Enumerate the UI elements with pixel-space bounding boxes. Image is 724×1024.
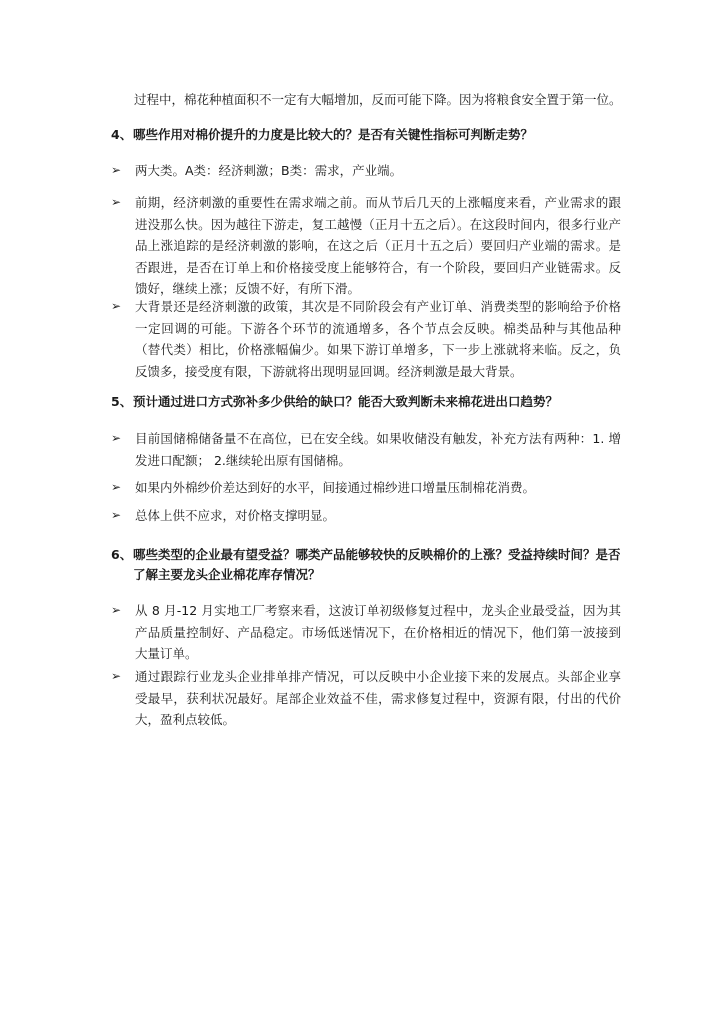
question-number: 6、 (111, 547, 133, 562)
arrow-bullet-icon: ➢ (111, 195, 122, 209)
arrow-bullet-icon: ➢ (111, 669, 122, 683)
arrow-bullet-icon: ➢ (111, 299, 122, 313)
question-heading-6 (111, 545, 621, 585)
bullet-text: 通过跟踪行业龙头企业排单排产情况，可以反映中小企业接下来的发展点。头部企业享受最早，获利状况最好。尾部企业效益不佳，需求修复过程中，资源有限，付出的代价大，盈利点较低。 (135, 669, 621, 727)
arrow-bullet-icon: ➢ (111, 480, 122, 494)
question-heading-4 (111, 125, 621, 145)
question-heading-5 (111, 392, 621, 412)
bullet-item (111, 505, 621, 527)
question-text: 哪些作用对棉价提升的力度是比较大的？是否有关键性指标可判断走势？ (133, 127, 534, 142)
bullet-text: 目前国储棉储备量不在高位，已在安全线。如果收储没有触发，补充方法有两种：1. 增发进口配额； 2.继续轮出原有国储棉。 (135, 431, 621, 468)
question-number: 4、 (111, 127, 133, 142)
bullet-item (111, 477, 621, 499)
bullet-text: 大背景还是经济刺激的政策，其次是不同阶段会有产业订单、消费类型的影响给予价格一定回调的可能。下游各个环节的流通增多，各个节点会反映。棉类品种与其他品种（替代类）相比，价格涨幅偏少。如果下游订单增多，下一步上涨就将来临。反之，负反馈多，接受度有限，下游就将出现明显回调。经济刺激是最大背景。 (135, 299, 621, 379)
bullet-item (111, 600, 621, 665)
continuation-paragraph: 过程中，棉花种植面积不一定有大幅增加，反而可能下降。因为将粮食安全置于第一位。 (134, 92, 622, 107)
arrow-bullet-icon: ➢ (111, 603, 122, 617)
arrow-bullet-icon: ➢ (111, 163, 122, 177)
bullet-text: 两大类。A类：经济刺激；B类：需求，产业端。 (135, 163, 403, 178)
question-number: 5、 (111, 394, 133, 409)
bullet-item (111, 666, 621, 731)
bullet-text: 从 8 月-12 月实地工厂考察来看，这波订单初级修复过程中，龙头企业最受益，因为其产品质量控制好、产品稳定。市场低迷情况下，在价格相近的情况下，他们第一波接到大量订单。 (135, 603, 621, 661)
arrow-bullet-icon: ➢ (111, 508, 122, 522)
bullet-item (111, 160, 621, 182)
question-text: 哪些类型的企业最有望受益？哪类产品能够较快的反映棉价的上涨？受益持续时间？是否了解主要龙头企业棉花库存情况？ (133, 547, 621, 582)
bullet-text: 总体上供不应求，对价格支撑明显。 (135, 508, 336, 523)
bullet-item (111, 428, 621, 471)
bullet-item (111, 192, 621, 300)
question-text: 预计通过进口方式弥补多少供给的缺口？能否大致判断未来棉花进出口趋势？ (133, 394, 559, 409)
bullet-text: 如果内外棉纱价差达到好的水平，间接通过棉纱进口增量压制棉花消费。 (135, 480, 536, 495)
bullet-item (111, 296, 621, 382)
arrow-bullet-icon: ➢ (111, 431, 122, 445)
bullet-text: 前期，经济刺激的重要性在需求端之前。而从节后几天的上涨幅度来看，产业需求的跟进没那么快。因为越往下游走，复工越慢（正月十五之后）。在这段时间内，很多行业产品上涨追踪的是经济刺激的影响，在这之后（正月十五之后）要回归产业端的需求。是否跟进，是否在订单上和价格接受度上能够符合，有一个阶段，要回归产业链需求。反馈好，继续上涨；反馈不好，有所下滑。 (135, 195, 621, 296)
